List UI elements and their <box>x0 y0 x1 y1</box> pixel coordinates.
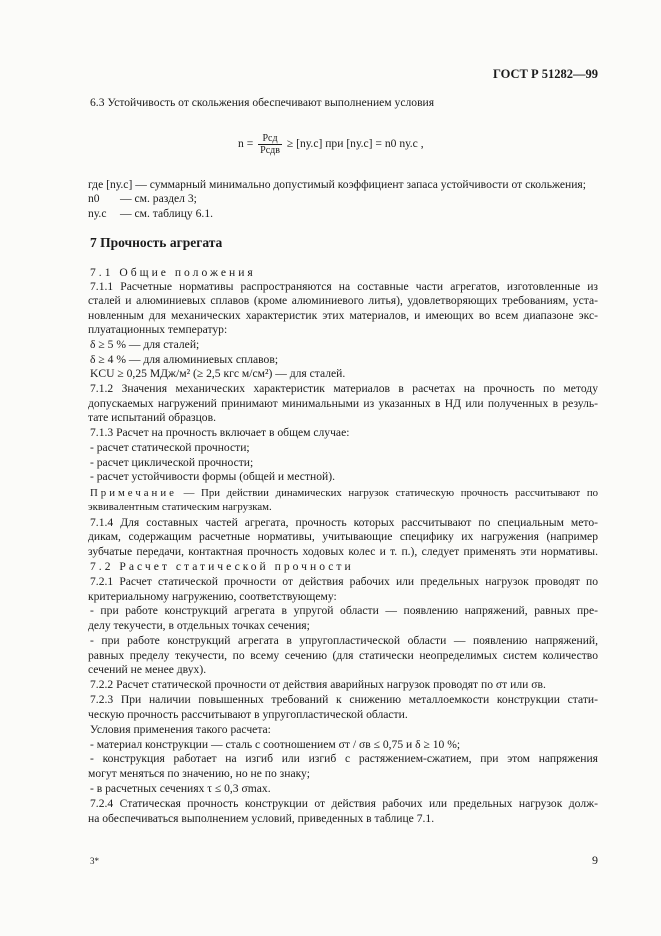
note-label: Примечание <box>90 487 177 499</box>
p-7-1-1-line-4: плуатационных температур: <box>88 323 228 336</box>
p-7-2-4-line-2: на обеспечиваться выполнением условий, приведенных в таблице 7.1. <box>88 812 435 825</box>
p-7-1-4-line-1: 7.1.4 Для составных частей агрегата, прочность которых рассчитывают по специальным мето- <box>90 516 598 529</box>
where-symbol-n0: n0 <box>88 192 100 205</box>
condition-kcu: KCU ≥ 0,25 МДж/м² (≥ 2,5 кгс м/см²) — для сталей. <box>90 367 346 380</box>
where-clause-2 <box>88 192 197 206</box>
p-7-1-1-line-2: сталей и алюминиевых сплавов (кроме алюминиевого литья), удовлетворяющих требованиям, уста- <box>88 294 598 307</box>
formula-numerator: Pсд <box>258 133 282 145</box>
condition-material: - материал конструкции — сталь с соотношением σт / σв ≤ 0,75 и δ ≥ 10 %; <box>90 738 461 751</box>
p-7-1-2-line-2: допускаемых нагружений принимают минимальными из указанных в НД или полученных в резуль- <box>88 397 598 410</box>
formula-rhs: ≥ [nу.с] при [nу.с] = n0 nу.с , <box>286 137 424 151</box>
paragraph-6-3: 6.3 Устойчивость от скольжения обеспечивают выполнением условия <box>90 96 435 109</box>
condition-bending-line-1: - конструкция работает на изгиб или изгиб с растяжением-сжатием, при этом напряжения <box>90 752 598 765</box>
where-text-n0: — см. раздел 3; <box>120 192 197 205</box>
p-7-1-4-line-2: дикам, содержащим расчетные нормативы, учитывающие специфику их нагружения (например <box>88 530 598 543</box>
formula-lhs: n = <box>238 137 254 151</box>
p-7-2-1-line-6: равных пределу текучести, по всему сечению (для статически неопределимых систем количество <box>88 649 598 662</box>
p-7-2-1-line-1: 7.2.1 Расчет статической прочности от действия рабочих или предельных нагрузок проводят по <box>90 575 598 588</box>
where-text-nyc: — см. таблицу 6.1. <box>120 207 214 220</box>
p-7-2-1-line-4: делу текучести, в отдельных точках сечения; <box>88 619 310 632</box>
list-form-stability: - расчет устойчивости формы (общей и местной). <box>90 470 335 483</box>
p-7-2-1-line-2: критериальному нагружению, соответствующему: <box>88 590 337 603</box>
note-text: — При действии динамических нагрузок статическую прочность рассчитывают по <box>176 487 598 499</box>
p-7-1-1-line-1: 7.1.1 Расчетные нормативы распространяются на составные части агрегатов, изготовленные из <box>90 280 598 293</box>
footer-mark: 3* <box>90 856 99 866</box>
p-7-2-2: 7.2.2 Расчет статической прочности от действия аварийных нагрузок проводят по σт или σв. <box>90 678 546 691</box>
p-7-1-3: 7.1.3 Расчет на прочность включает в общем случае: <box>90 426 350 439</box>
condition-aluminium: δ ≥ 4 % — для алюминиевых сплавов; <box>90 353 279 366</box>
p-7-1-4-line-3: зубчатые передачи, контактная прочность ходовых колес и т. п.), следует применять эти нормативы. <box>88 545 598 558</box>
section-7-heading: 7 Прочность агрегата <box>90 235 223 250</box>
p-7-2-3-line-1: 7.2.3 При наличии повышенных требований к снижению металлоемкости конструкции стати- <box>90 693 598 706</box>
subsection-7-2-title: 7.2 Расчет статической прочности <box>90 560 354 573</box>
p-7-2-1-line-3: - при работе конструкций агрегата в упругой области — появлению напряжений, равных пре- <box>90 604 598 617</box>
where-symbol-nyc: nу.с <box>88 207 107 220</box>
condition-shear: - в расчетных сечениях τ ≤ 0,3 σmax. <box>90 782 271 795</box>
note-line-1 <box>90 486 598 500</box>
document-id: ГОСТ Р 51282—99 <box>492 67 598 81</box>
condition-bending-line-2: могут меняться по значению, но не по знаку; <box>88 767 310 780</box>
list-static-strength: - расчет статической прочности; <box>90 441 250 454</box>
page-number: 9 <box>592 853 598 867</box>
p-7-1-2-line-1: 7.1.2 Значения механических характеристик материалов в расчетах на прочность по методу <box>90 382 598 395</box>
p-7-1-1-line-3: новленным для механических характеристик этих материалов, и имеющих во всем диапазоне экс- <box>88 309 598 322</box>
p-7-2-1-line-7: сечений не менее двух). <box>88 663 207 676</box>
p-7-2-1-line-5: - при работе конструкций агрегата в упругопластической области — появлению напряжений, <box>90 634 598 647</box>
where-clause-3 <box>88 207 213 221</box>
where-clause-1: где [nу.с] — суммарный минимально допустимый коэффициент запаса устойчивости от скольжения; <box>88 178 586 191</box>
formula-denominator: Pсдв <box>260 145 280 156</box>
p-7-2-4-line-1: 7.2.4 Статическая прочность конструкции от действия рабочих или предельных нагрузок долж- <box>90 797 598 810</box>
p-7-2-3-line-2: ческую прочность рассчитывают в упругопластической области. <box>88 708 408 721</box>
slip-stability-formula <box>238 133 424 156</box>
p-7-1-2-line-3: тате испытаний образцов. <box>88 411 216 424</box>
list-cyclic-strength: - расчет циклической прочности; <box>90 456 254 469</box>
conditions-intro: Условия применения такого расчета: <box>90 723 271 736</box>
note-line-2: эквивалентным статическим нагрузкам. <box>88 501 272 513</box>
subsection-7-1-title: 7.1 Общие положения <box>90 266 256 279</box>
condition-steel: δ ≥ 5 % — для сталей; <box>90 338 200 351</box>
formula-fraction <box>258 133 282 156</box>
